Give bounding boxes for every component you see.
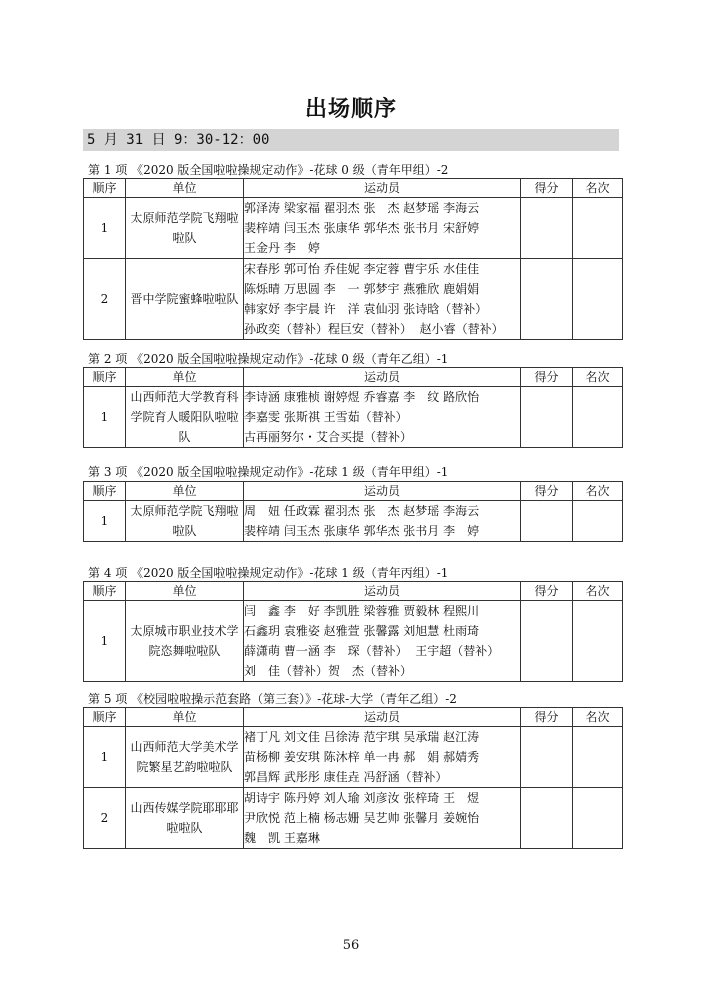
header-score: 得分 <box>521 368 573 387</box>
score-cell <box>521 788 573 849</box>
athlete-line: 薛潇萌 曹一涵 李 琛（替补） 王宇超（替补） <box>244 644 500 658</box>
team-unit: 太原师范学院飞翔啦啦队 <box>126 198 244 259</box>
header-order: 顺序 <box>84 179 126 198</box>
score-cell <box>521 727 573 788</box>
header-order: 顺序 <box>84 368 126 387</box>
session-date-bar: 5 月 31 日 9：30-12：00 <box>83 129 619 151</box>
header-order: 顺序 <box>84 582 126 601</box>
header-unit: 单位 <box>126 482 244 501</box>
row-order: 1 <box>84 387 126 448</box>
row-order: 2 <box>84 788 126 849</box>
rank-cell <box>573 727 623 788</box>
schedule-table <box>83 481 623 542</box>
header-unit: 单位 <box>126 368 244 387</box>
athlete-line: 周 妞 任政霖 翟羽杰 张 杰 赵梦瑶 李海云 <box>244 504 480 518</box>
header-rank: 名次 <box>573 179 623 198</box>
team-unit: 晋中学院蜜蜂啦啦队 <box>126 259 244 340</box>
team-unit: 山西师范大学美术学院繁星艺韵啦啦队 <box>126 727 244 788</box>
team-unit: 太原师范学院飞翔啦啦队 <box>126 501 244 542</box>
table-row <box>84 259 623 340</box>
athlete-list <box>244 198 521 259</box>
schedule-table <box>83 367 623 448</box>
header-rank: 名次 <box>573 582 623 601</box>
header-unit: 单位 <box>126 179 244 198</box>
header-score: 得分 <box>521 582 573 601</box>
rank-cell <box>573 501 623 542</box>
row-order: 1 <box>84 601 126 682</box>
header-order: 顺序 <box>84 482 126 501</box>
team-unit: 山西师范大学教育科学院育人暖阳队啦啦队 <box>126 387 244 448</box>
table-row <box>84 788 623 849</box>
table-header-row <box>84 582 623 601</box>
section-title: 第 4 项 《2020 版全国啦啦操规定动作》-花球 1 级（青年丙组）-1 <box>88 566 449 580</box>
athlete-line: 宋春彤 郭可怡 乔佳妮 李定蓉 曹宇乐 水佳佳 <box>244 262 480 276</box>
athlete-line: 李嘉雯 张斯祺 王雪茹（替补） <box>244 410 408 424</box>
row-order: 1 <box>84 727 126 788</box>
athlete-line: 闫 鑫 李 好 李凯胜 梁蓉雅 贾毅林 程熙川 <box>244 604 480 618</box>
athlete-line: 郭昌辉 武彤彤 康佳垚 冯舒涵（替补） <box>244 770 448 784</box>
score-cell <box>521 601 573 682</box>
header-athletes: 运动员 <box>244 368 521 387</box>
athlete-list <box>244 501 521 542</box>
row-order: 1 <box>84 198 126 259</box>
table-row <box>84 198 623 259</box>
athlete-list <box>244 387 521 448</box>
athlete-line: 古再丽努尔・艾合买提（替补） <box>244 430 413 444</box>
score-cell <box>521 501 573 542</box>
rank-cell <box>573 198 623 259</box>
table-row <box>84 501 623 542</box>
athlete-line: 郭泽涛 梁家福 翟羽杰 张 杰 赵梦瑶 李海云 <box>244 201 480 215</box>
section-title: 第 5 项 《校园啦啦操示范套路（第三套）》-花球-大学（青年乙组）-2 <box>88 692 457 706</box>
header-unit: 单位 <box>126 582 244 601</box>
header-rank: 名次 <box>573 482 623 501</box>
table-row <box>84 387 623 448</box>
athlete-line: 裴梓靖 闫玉杰 张康华 郭华杰 张书月 李 婷 <box>244 524 480 538</box>
schedule-table <box>83 707 623 849</box>
schedule-table <box>83 178 623 340</box>
header-athletes: 运动员 <box>244 708 521 727</box>
athlete-line: 孙政奕（替补）程巨安（替补） 赵小睿（替补） <box>244 322 504 336</box>
score-cell <box>521 198 573 259</box>
rank-cell <box>573 788 623 849</box>
athlete-line: 苗杨柳 姜安琪 陈沐梓 单一冉 郝 娟 郝婧秀 <box>244 750 480 764</box>
score-cell <box>521 259 573 340</box>
header-athletes: 运动员 <box>244 179 521 198</box>
athlete-line: 王金丹 李 婷 <box>244 241 320 255</box>
table-header-row <box>84 482 623 501</box>
header-unit: 单位 <box>126 708 244 727</box>
header-score: 得分 <box>521 708 573 727</box>
header-rank: 名次 <box>573 368 623 387</box>
table-row <box>84 601 623 682</box>
table-row <box>84 727 623 788</box>
section-title: 第 2 项 《2020 版全国啦啦操规定动作》-花球 0 级（青年乙组）-1 <box>88 352 449 366</box>
athlete-list <box>244 259 521 340</box>
header-order: 顺序 <box>84 708 126 727</box>
section-title: 第 1 项 《2020 版全国啦啦操规定动作》-花球 0 级（青年甲组）-2 <box>88 163 449 177</box>
athlete-line: 陈烁晴 万思圆 李 一 郭梦宇 燕雅欣 鹿娟娟 <box>244 282 480 296</box>
table-header-row <box>84 708 623 727</box>
athlete-line: 裴梓靖 闫玉杰 张康华 郭华杰 张书月 宋舒婷 <box>244 221 480 235</box>
rank-cell <box>573 259 623 340</box>
page-number: 56 <box>342 938 360 953</box>
table-header-row <box>84 368 623 387</box>
row-order: 2 <box>84 259 126 340</box>
athlete-line: 胡诗宇 陈丹婷 刘人瑜 刘彦汝 张梓琦 王 煜 <box>244 791 480 805</box>
athlete-line: 石鑫玥 袁雅姿 赵雅萱 张馨露 刘旭慧 杜雨琦 <box>244 624 480 638</box>
section-title: 第 3 项 《2020 版全国啦啦操规定动作》-花球 1 级（青年甲组）-1 <box>88 465 449 479</box>
athlete-line: 魏 凯 王嘉琳 <box>244 831 320 845</box>
team-unit: 山西传媒学院耶耶耶啦啦队 <box>126 788 244 849</box>
table-header-row <box>84 179 623 198</box>
athlete-line: 褚丁凡 刘文佳 吕徐涛 范宇琪 吴承瑞 赵江涛 <box>244 730 480 744</box>
team-unit: 太原城市职业技术学院恣舞啦啦队 <box>126 601 244 682</box>
rank-cell <box>573 387 623 448</box>
schedule-table <box>83 581 623 682</box>
row-order: 1 <box>84 501 126 542</box>
athlete-line: 尹欣悦 范上楠 杨志姗 吴艺帅 张馨月 姜婉怡 <box>244 811 480 825</box>
athlete-list <box>244 601 521 682</box>
header-score: 得分 <box>521 179 573 198</box>
score-cell <box>521 387 573 448</box>
athlete-list <box>244 727 521 788</box>
page-title: 出场顺序 <box>304 96 397 122</box>
header-athletes: 运动员 <box>244 582 521 601</box>
header-score: 得分 <box>521 482 573 501</box>
athlete-list <box>244 788 521 849</box>
athlete-line: 韩家妤 李宇晨 许 洋 袁仙羽 张诗晗（替补） <box>244 302 488 316</box>
athlete-line: 李诗涵 康雅桢 谢婷煜 乔睿嘉 李 纹 路欣怡 <box>244 390 480 404</box>
athlete-line: 刘 佳（替补）贺 杰（替补） <box>244 664 413 678</box>
header-athletes: 运动员 <box>244 482 521 501</box>
rank-cell <box>573 601 623 682</box>
header-rank: 名次 <box>573 708 623 727</box>
